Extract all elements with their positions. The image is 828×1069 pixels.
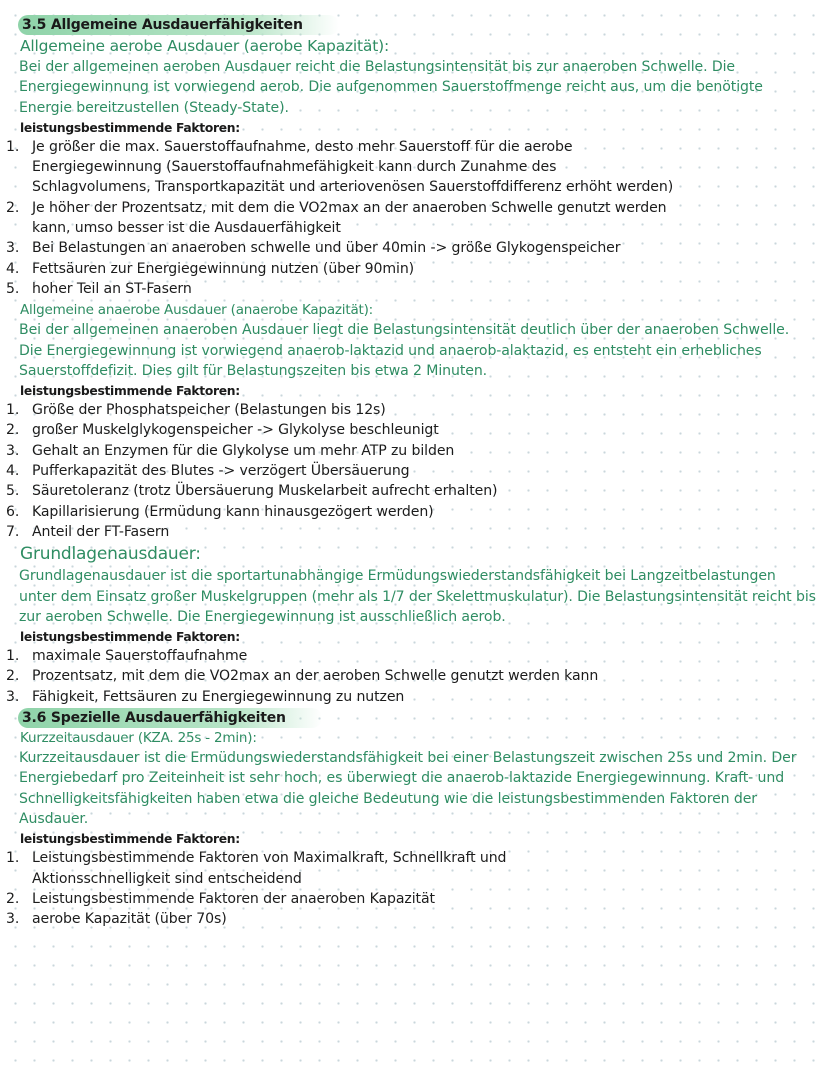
list-item: 1. maximale Sauerstoffaufnahme	[6, 648, 248, 665]
list-item: 4. Pufferkapazität des Blutes -> verzögert Übersäuerung	[6, 463, 410, 480]
factors-list-aerob	[0, 137, 828, 299]
list-item: 2. Je höher der Prozentsatz, mit dem die VO2max an der anaeroben Schwelle genutzt werden kann, umso besser ist die Ausdauerfähigkeit	[6, 199, 667, 237]
factors-list-grundlagen	[0, 646, 828, 707]
factors-list-anaerob	[0, 400, 828, 542]
list-item: 6. Kapillarisierung (Ermüdung kann hinausgezögert werden)	[6, 503, 434, 520]
list-item: 5. Säuretoleranz (trotz Übersäuerung Muskelarbeit aufrecht erhalten)	[6, 483, 498, 500]
paragraph-aerobe-ausdauer: Bei der allgemeinen aeroben Ausdauer reicht die Belastungsintensität bis zur anaeroben Schwelle. Die Energiegewinnung ist vorwiegend aerob. Die aufgenommen Sauerstoffmenge reicht aus, um die benötigte Energie bereitzustellen (Steady-State).	[19, 59, 763, 116]
list-item: 3. Bei Belastungen an anaeroben schwelle und über 40min -> größe Glykogenspeicher	[6, 240, 621, 257]
notes-page	[0, 14, 828, 929]
list-item: 3. Gehalt an Enzymen für die Glykolyse um mehr ATP zu bilden	[6, 442, 455, 459]
factors-label: leistungsbestimmende Faktoren:	[20, 832, 240, 847]
subheading-grundlagenausdauer: Grundlagenausdauer:	[20, 544, 201, 565]
list-item: 2. Prozentsatz, mit dem die VO2max an der aeroben Schwelle genutzt werden kann	[6, 668, 599, 685]
subheading-aerobe-ausdauer: Allgemeine aerobe Ausdauer (aerobe Kapazität):	[20, 37, 389, 55]
factors-label: leistungsbestimmende Faktoren:	[20, 630, 240, 645]
section-heading-3-6: 3.6 Spezielle Ausdauerfähigkeiten	[18, 708, 322, 728]
list-item: 1. Je größer die max. Sauerstoffaufnahme, desto mehr Sauerstoff für die aerobe Energiegewinnung (Sauerstoffaufnahmefähigkeit kann durch Zunahme des Schlagvolumens, Transportkapazität und arteriovenösen Sauerstoffdifferenz erhöht werden)	[6, 138, 674, 196]
list-item: 7. Anteil der FT-Fasern	[6, 523, 170, 540]
subheading-kurzzeitausdauer: Kurzzeitausdauer (KZA. 25s - 2min):	[20, 730, 257, 747]
list-item: 3. Fähigkeit, Fettsäuren zu Energiegewinnung zu nutzen	[6, 688, 405, 705]
list-item: 1. Leistungsbestimmende Faktoren von Maximalkraft, Schnellkraft und Aktionsschnelligkeit sind entscheidend	[6, 850, 507, 887]
list-item: 4. Fettsäuren zur Energiegewinnung nutzen (über 90min)	[6, 260, 415, 277]
section-heading-3-5: 3.5 Allgemeine Ausdauerfähigkeiten	[18, 15, 339, 35]
factors-label: leistungsbestimmende Faktoren:	[20, 120, 240, 135]
paragraph-kurzzeitausdauer: Kurzzeitausdauer ist die Ermüdungswiederstandsfähigkeit bei einer Belastungszeit zwischen 25s und 2min. Der Energiebedarf pro Zeiteinheit ist sehr hoch, es überwiegt die anaerob-laktazide Energiegewinnung. Kraft- und Schnelligkeitsfähigkeiten haben etwa die gleiche Bedeutung wie die leistungsbestimmenden Faktoren der Ausdauer.	[19, 750, 797, 827]
list-item: 3. aerobe Kapazität (über 70s)	[6, 911, 227, 928]
list-item: 5. hoher Teil an ST-Fasern	[6, 280, 192, 297]
list-item: 1. Größe der Phosphatspeicher (Belastungen bis 12s)	[6, 402, 386, 419]
list-item: 2. Leistungsbestimmende Faktoren der anaeroben Kapazität	[6, 890, 435, 907]
list-item: 2. großer Muskelglykogenspeicher -> Glykolyse beschleunigt	[6, 422, 439, 439]
factors-list-kurzzeit	[0, 848, 828, 929]
paragraph-grundlagenausdauer: Grundlagenausdauer ist die sportartunabhängige Ermüdungswiederstandsfähigkeit bei Langzeitbelastungen unter dem Einsatz großer Muskelgruppen (mehr als 1/7 der Skelettmuskulatur). Die Belastungsintensität reicht bis zur aeroben Schwelle. Die Energiegewinnung ist ausschließlich aerob.	[19, 568, 816, 625]
factors-label: leistungsbestimmende Faktoren:	[20, 384, 240, 399]
paragraph-anaerobe-ausdauer: Bei der allgemeinen anaeroben Ausdauer liegt die Belastungsintensität deutlich über der anaeroben Schwelle. Die Energiegewinnung ist vorwiegend anaerob-laktazid und anaerob-alaktazid, es entsteht ein erhebliches Sauerstoffdefizit. Dies gilt für Belastungszeiten bis etwa 2 Minuten.	[19, 322, 790, 379]
subheading-anaerobe-ausdauer: Allgemeine anaerobe Ausdauer (anaerobe Kapazität):	[20, 302, 374, 319]
